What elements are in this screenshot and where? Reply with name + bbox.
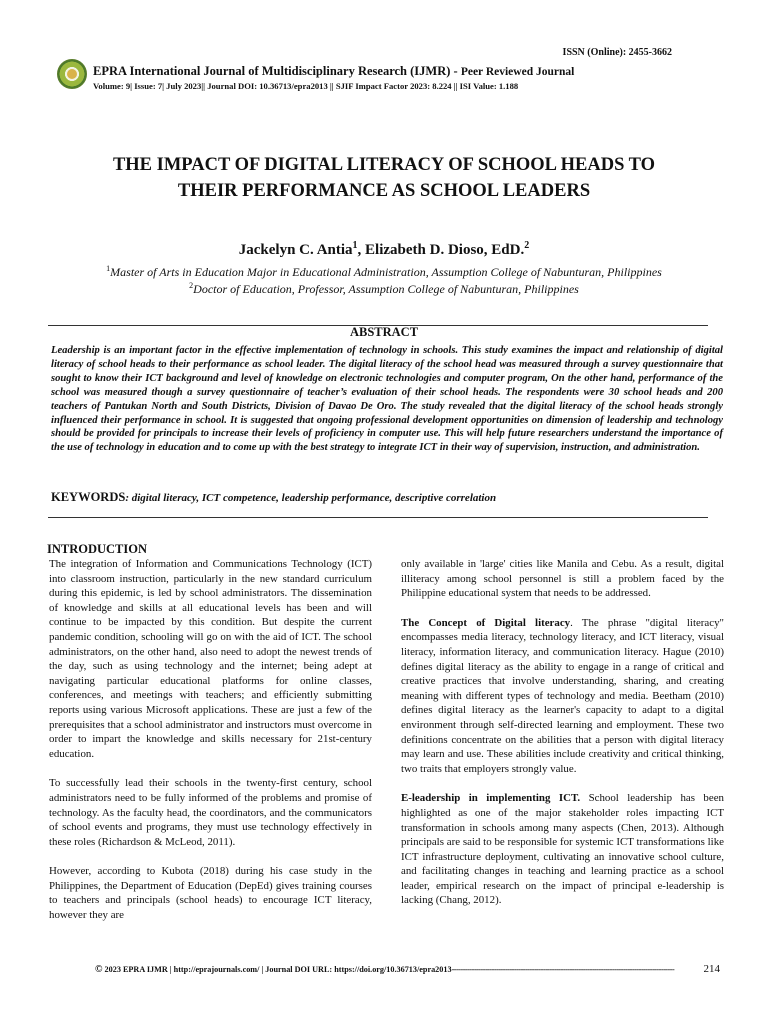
keywords-label: KEYWORDS [51,490,126,504]
subheading-e-leadership: E-leadership in implementing ICT. [401,792,581,805]
journal-title: EPRA International Journal of Multidisciplinary Research (IJMR) - [93,64,458,78]
keywords-text: : digital literacy, ICT competence, leadership performance, descriptive correlation [125,492,497,504]
author-2-sup: 2 [524,240,530,251]
paragraph: only available in 'large' cities like Manila and Cebu. As a result, digital illiteracy among school personnel is still a problem faced by the Philippine educational system that needs to be addressed. [401,558,724,600]
copyright-icon: © [95,964,103,975]
right-column [401,557,724,923]
paragraph-text: School leadership has been highlighted as one of the major stakeholder roles impacting ICT transformation in schools among many aspects (Chen, 2013). Although principals are said to be responsible for systemic ICT transformations like ICT infrastructure deployment, cultivating an innovative school culture, and facilitating changes in teaching and learning practice as a school leader, empirical research on the impact of principal e-leadership is lacking (Chang, 2012). [401,792,724,907]
page-number: 214 [703,963,720,975]
paragraph: The integration of Information and Communications Technology (ICT) into classroom instruction, particularly in the new standard curriculum during this epidemic, is led by school administrators. The dissemination of knowledge and skills at all educational levels has been and will continue to be impacted by this condition. But despite the current pandemic condition, schooling will go on with the aid of ICT. The school administrators, on the other hand, also need to adopt the newest trends of the day, such as using technology and the internet; being adept at navigating particular educational platforms for online classes, conferences, and meetings with teachers; and efficiently submitting reports using various Microsoft applications. These are just a few of the prerequisites that a school administrator and instructors must overcome in order to impart the knowledge and skills necessary for 21st-century education. [49,558,372,760]
affiliation-2-text: Doctor of Education, Professor, Assumption College of Nabunturan, Philippines [193,282,579,296]
author-1-sup: 1 [352,240,358,251]
issn: ISSN (Online): 2455-3662 [562,47,672,58]
affiliation-1 [0,264,768,280]
abstract-body: Leadership is an important factor in the effective implementation of technology in schools. This study examines the impact and relationship of digital literacy of school heads to their performance as school leader. The digital literacy of the school head was measured through a survey questionnaire that sought to know their ICT background and level of knowledge on electronic technologies and computer program, On the other hand, performance of the school was measured though a survey questionnaire of teacher’s evaluation of their school heads. The respondents were 30 school heads and 200 teachers of Pantukan North and South Districts, Division of Davao De Oro. The study revealed that the digital literacy of the school heads strongly influenced their performance in school. It is suggested that ongoing professional development opportunities on dimension of leadership and technology should be provided for principals to increase their levels of proficiency in computer use. This will help future researchers understand the importance of the use of technology in education and to come up with the best strategy to integrate ICT in their way of supervision, instruction, and administration. [51,345,723,454]
authors [0,240,768,259]
author-separator: , [357,242,366,258]
paragraph [401,616,724,777]
paragraph: To successfully lead their schools in the twenty-first century, school administrators need to be fully informed of the problems and promise of technology. As the faculty head, the coordinators, and the communicators of school events and programs, they must use technology effectively in these roles (Richardson & McLeod, 2011). [49,777,372,848]
footer-dashes: ---------------------------------------------------------------------------------------------------- [451,965,675,974]
paragraph [401,791,724,908]
affiliation-1-sup: 1 [106,264,111,273]
affiliation-2-sup: 2 [189,281,194,290]
abstract-heading: ABSTRACT [349,325,419,339]
paragraph-text: . The phrase "digital literacy" encompasses media literacy, technology literacy, and ICT literacy, visual literacy, information literacy, and communication literacy. Hague (2010) defines digital literacy as the ability to engage in a range of critical and creative practices that involve understanding, sharing, and creating meaning with different types of technology and media. Beetham (2010) defines digital literacy as the learner's capacity to adapt to a digital environment through self-directed learning and employment. These two definitions concentrate on the abilities that a person with digital literacy may learn and use. These abilities include creativity and critical thinking, two traits that employers strongly value. [401,616,724,775]
paper-title [40,152,728,204]
peer-reviewed-label: Peer Reviewed Journal [460,66,575,78]
footer [95,964,723,975]
affiliation-1-text: Master of Arts in Education Major in Educational Administration, Assumption College of Nabunturan, Philippines [110,265,662,279]
subheading-digital-literacy: The Concept of Digital literacy [401,616,571,629]
volume-line: Volume: 9| Issue: 7| July 2023|| Journal DOI: 10.36713/epra2013 || SJIF Impact Factor 2023: 8.224 || ISI Value: 1.188 [93,81,519,91]
keywords [51,490,723,505]
left-column [49,557,372,938]
author-2: Elizabeth D. Dioso, EdD. [365,242,525,258]
abstract-bottom-rule [48,517,708,518]
journal-name [93,64,574,79]
footer-text: 2023 EPRA IJMR | http://eprajournals.com/ | Journal DOI URL: https://doi.org/10.36713/epra2013 [102,965,452,974]
introduction-heading: INTRODUCTION [47,542,148,556]
affiliation-2 [0,281,768,297]
epra-logo-icon [57,59,87,89]
title-line-1: THE IMPACT OF DIGITAL LITERACY OF SCHOOL HEADS TO [112,155,656,175]
paragraph: However, according to Kubota (2018) during his case study in the Philippines, the Department of Education (DepEd) gives training courses to teachers and principals (school heads) to encourage ICT literacy, however they are [49,865,372,922]
author-1: Jackelyn C. Antia [238,242,353,258]
title-line-2: THEIR PERFORMANCE AS SCHOOL LEADERS [177,181,591,201]
